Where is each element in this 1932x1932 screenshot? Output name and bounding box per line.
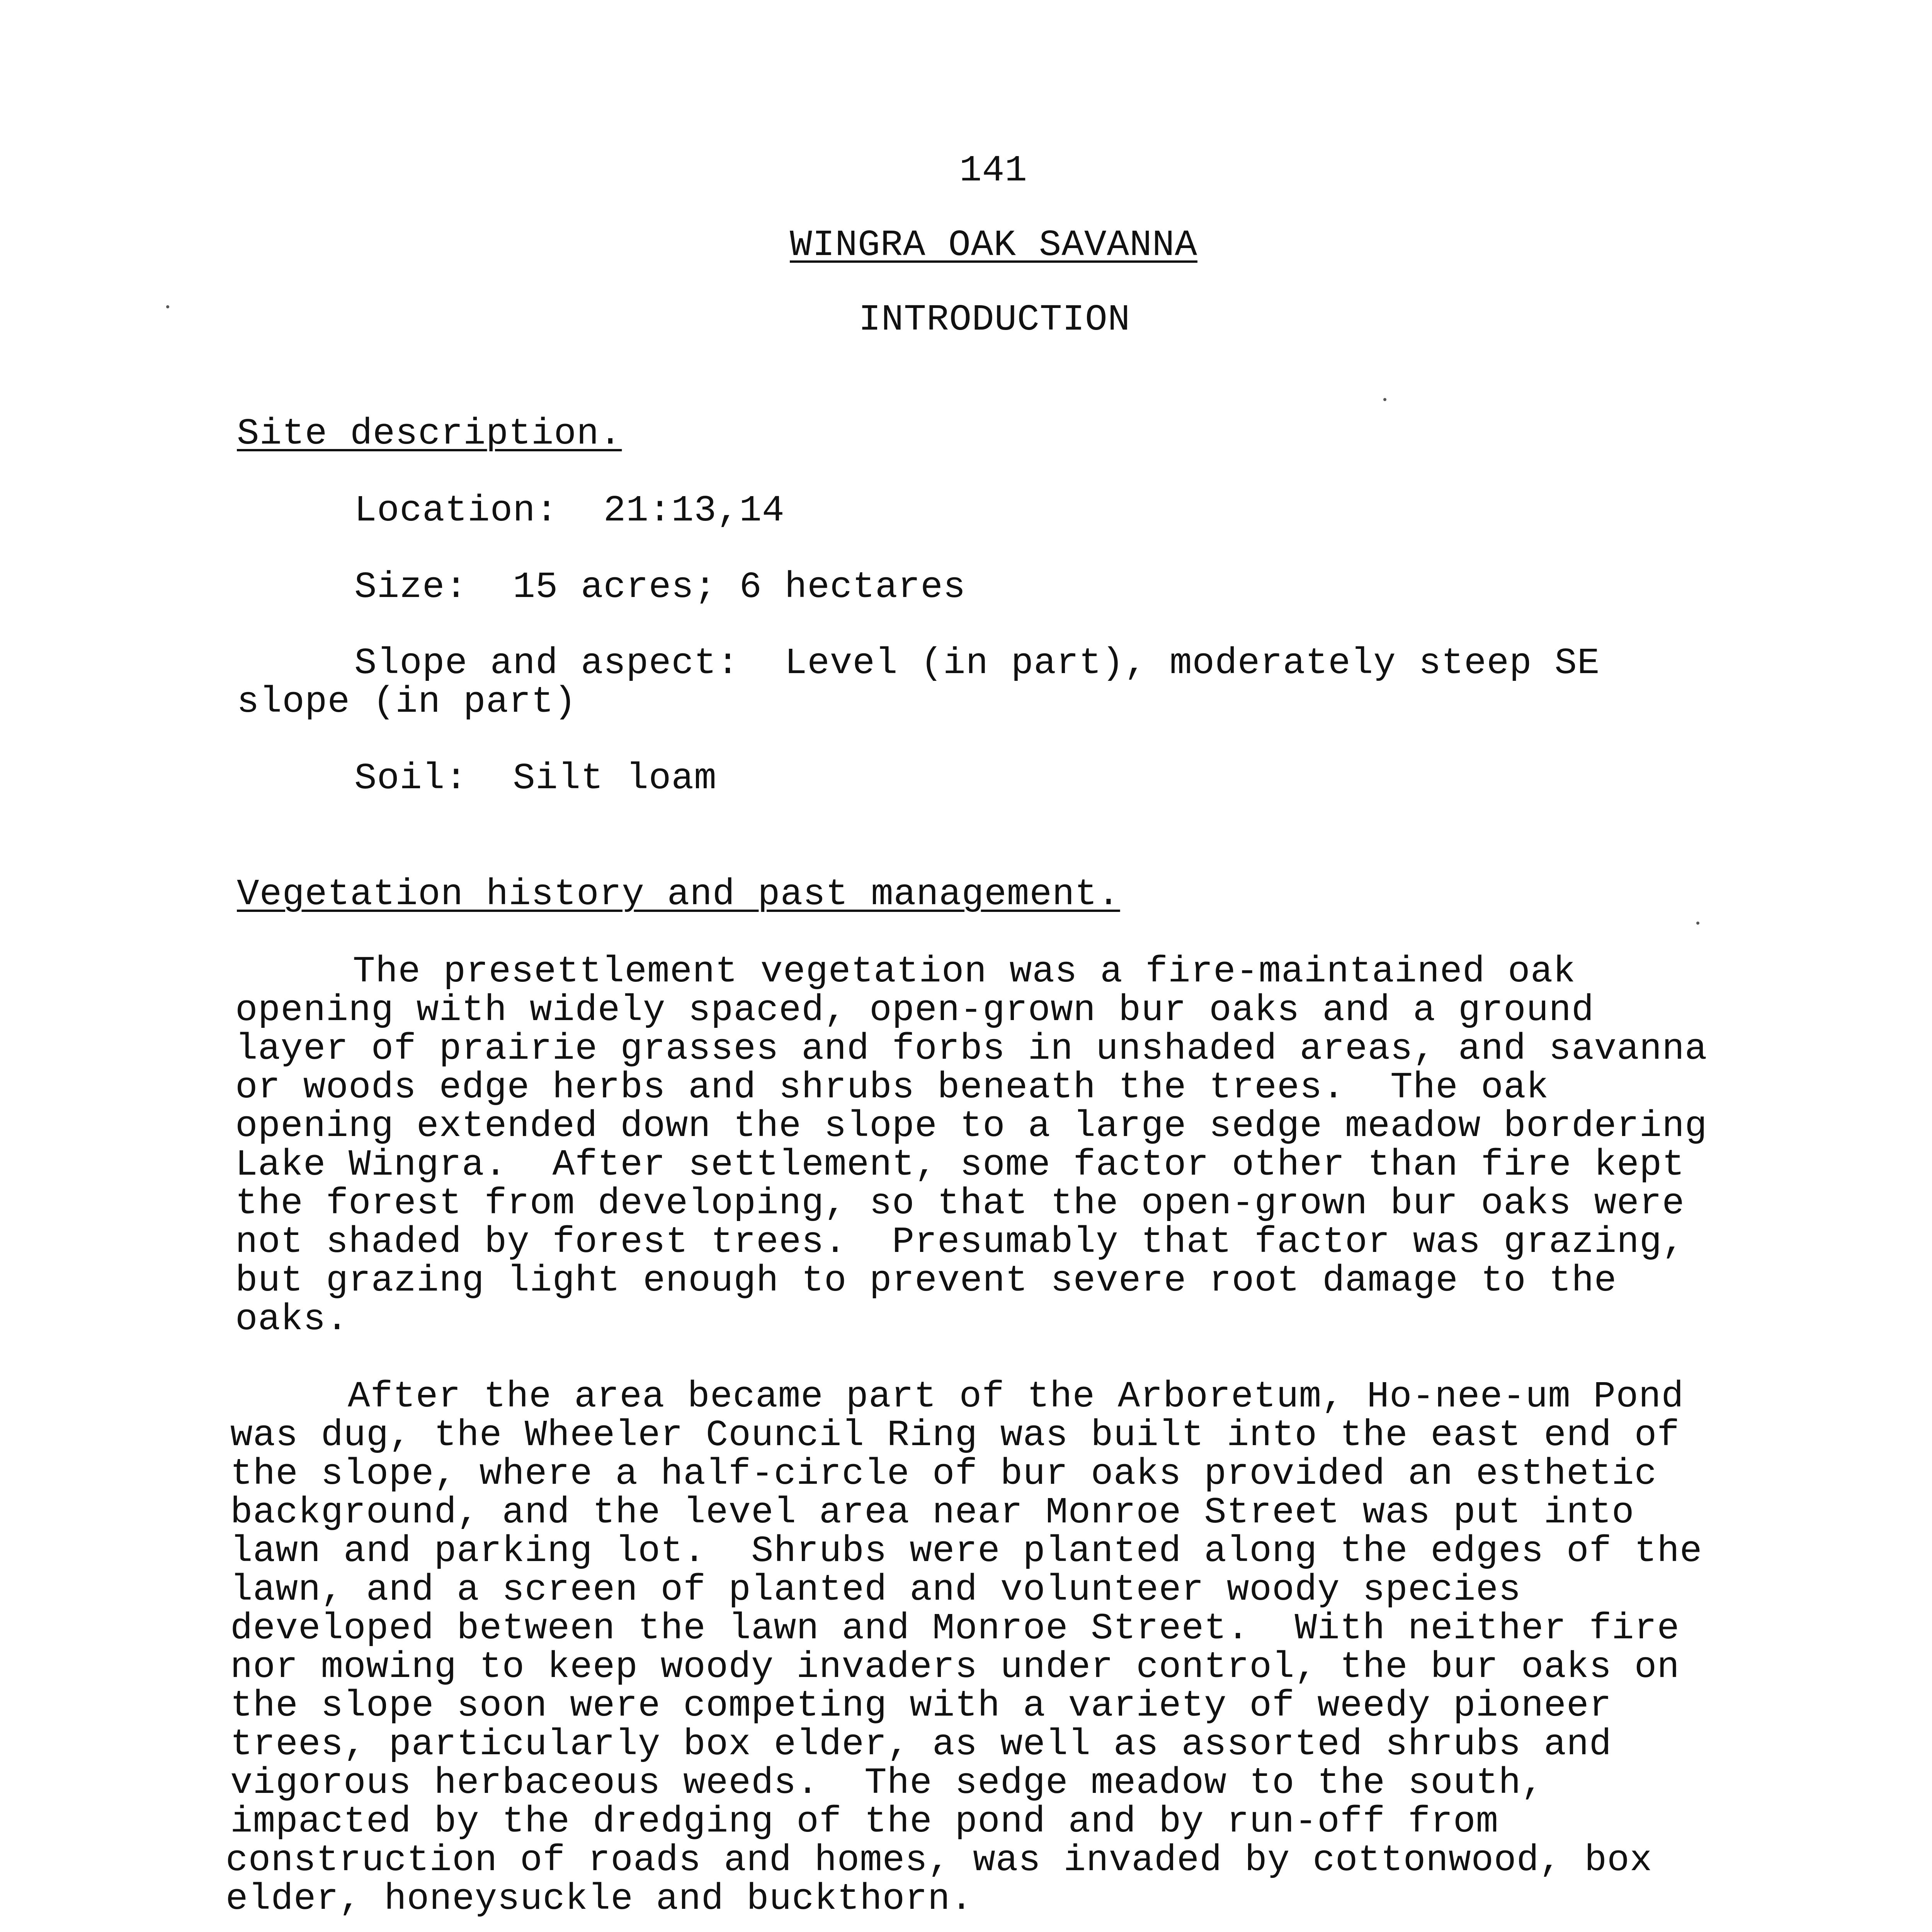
slope-line-1: Slope and aspect: Level (in part), moderately steep SE [354,642,1600,684]
paragraph-1-line: opening extended down the slope to a large sedge meadow bordering [235,1105,1708,1147]
paragraph-2-line: construction of roads and homes, was invaded by cottonwood, box [226,1839,1653,1881]
scan-speck [1383,398,1386,401]
paragraph-1-line: oaks. [235,1298,349,1340]
location-line: Location: 21:13,14 [354,490,785,532]
scan-speck [1696,922,1699,925]
paragraph-1-line: opening with widely spaced, open-grown bur oaks and a ground [235,989,1594,1031]
paragraph-1-line: layer of prairie grasses and forbs in unshaded areas, and savanna [235,1028,1708,1070]
page-number: 141 [959,150,1027,192]
paragraph-1-line: Lake Wingra. After settlement, some factor other than fire kept [235,1144,1685,1186]
paragraph-2-line: trees, particularly box elder, as well as assorted shrubs and [230,1723,1612,1765]
paragraph-2-line: lawn and parking lot. Shrubs were planted along the edges of the [230,1530,1702,1572]
scan-speck [166,305,169,308]
paragraph-2-line: nor mowing to keep woody invaders under control, the bur oaks on [230,1646,1680,1688]
paragraph-2-line: impacted by the dredging of the pond and by run-off from [230,1801,1499,1843]
paragraph-2-line: the slope soon were competing with a variety of weedy pioneer [230,1685,1612,1727]
paragraph-2-line: developed between the lawn and Monroe Street. With neither fire [230,1607,1680,1650]
paragraph-1-line: the forest from developing, so that the open-grown bur oaks were [235,1182,1685,1225]
paragraph-1-line: not shaded by forest trees. Presumably that factor was grazing, [235,1221,1685,1263]
paragraph-1-line: or woods edge herbs and shrubs beneath the trees. The oak [235,1066,1549,1109]
site-description-heading: Site description. [237,413,622,455]
paragraph-2-line: After the area became part of the Arboretum, Ho-nee-um Pond [348,1376,1684,1418]
soil-line: Soil: Silt loam [354,757,717,799]
section-title: INTRODUCTION [859,299,1131,341]
paragraph-1-line: but grazing light enough to prevent severe root damage to the [235,1260,1617,1302]
paragraph-2-line: elder, honeysuckle and buckthorn. [226,1878,973,1920]
paragraph-2-line: lawn, and a screen of planted and volunteer woody species [230,1569,1521,1611]
slope-line-2: slope (in part) [237,681,577,723]
size-line: Size: 15 acres; 6 hectares [354,566,966,608]
paragraph-2-line: was dug, the Wheeler Council Ring was built into the east end of [230,1414,1680,1456]
paragraph-1-line: The presettlement vegetation was a fire-maintained oak [353,951,1576,993]
paragraph-2-line: vigorous herbaceous weeds. The sedge meadow to the south, [230,1762,1544,1804]
page-title: WINGRA OAK SAVANNA [790,224,1197,266]
paragraph-2-line: the slope, where a half-circle of bur oaks provided an esthetic [230,1453,1657,1495]
vegetation-heading: Vegetation history and past management. [237,873,1120,915]
paragraph-2-line: background, and the level area near Monroe Street was put into [230,1492,1634,1534]
